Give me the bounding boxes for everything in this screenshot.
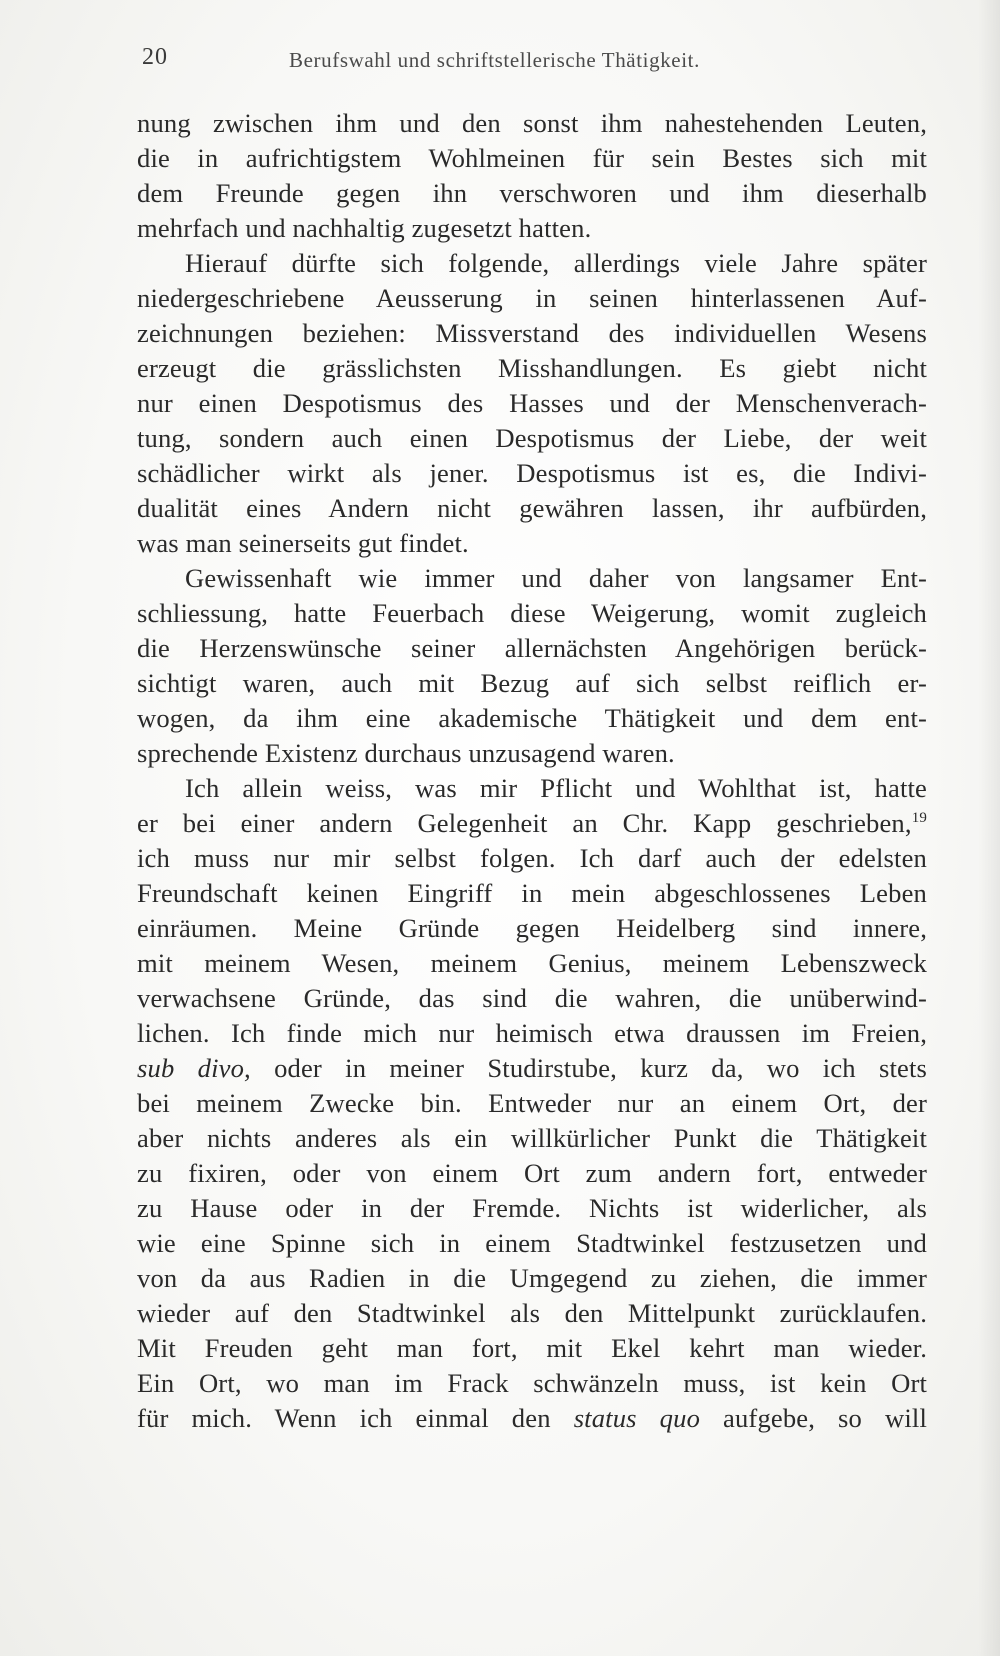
text-line: Mit Freuden geht man fort, mit Ekel kehrt man wieder.: [137, 1333, 927, 1363]
text-line: wogen, da ihm eine akademische Thätigkeit und dem ent-: [137, 703, 927, 733]
text-line: aber nichts anderes als ein willkürlicher Punkt die Thätigkeit: [137, 1123, 927, 1153]
text-line: sprechende Existenz durchaus unzusagend waren.: [137, 738, 675, 768]
text-line-with-italic: [137, 1401, 927, 1436]
text-line: Ich allein weiss, was mir Pflicht und Wohlthat ist, hatte: [185, 773, 927, 803]
running-title: Berufswahl und schriftstellerische Thätigkeit.: [289, 48, 700, 72]
paragraph-3: [137, 561, 927, 771]
text-line: von da aus Radien in die Umgegend zu ziehen, die immer: [137, 1263, 927, 1293]
text-line: schliessung, hatte Feuerbach diese Weigerung, womit zugleich: [137, 598, 927, 628]
footnote-marker: 19: [911, 810, 927, 827]
text-line: wieder auf den Stadtwinkel als den Mittelpunkt zurücklaufen.: [137, 1298, 927, 1328]
text-segment: für mich. Wenn ich einmal den: [137, 1403, 574, 1433]
text-line-with-italic: [137, 1051, 927, 1086]
page-header: [142, 44, 797, 84]
text-line: die in aufrichtigstem Wohlmeinen für sein Bestes sich mit: [137, 143, 927, 173]
text-line: die Herzenswünsche seiner allernächsten Angehörigen berück-: [137, 633, 927, 663]
text-line: ich muss nur mir selbst folgen. Ich darf auch der edelsten: [137, 843, 927, 873]
text-line: Ein Ort, wo man im Frack schwänzeln muss, ist kein Ort: [137, 1368, 927, 1398]
text-line: Hierauf dürfte sich folgende, allerdings viele Jahre später: [185, 248, 927, 278]
text-segment: er bei einer andern Gelegenheit an Chr. Kapp geschrieben,: [137, 808, 912, 838]
italic-phrase: sub divo,: [137, 1053, 251, 1083]
text-line: mit meinem Wesen, meinem Genius, meinem Lebenszweck: [137, 948, 927, 978]
text-line: tung, sondern auch einen Despotismus der Liebe, der weit: [137, 423, 927, 453]
text-line: schädlicher wirkt als jener. Despotismus ist es, die Indivi-: [137, 458, 927, 488]
text-line: was man seinerseits gut findet.: [137, 528, 469, 558]
text-line: dualität eines Andern nicht gewähren lassen, ihr aufbürden,: [137, 493, 927, 523]
text-line: einräumen. Meine Gründe gegen Heidelberg sind innere,: [137, 913, 927, 943]
body-text: [137, 106, 927, 1436]
text-line: bei meinem Zwecke bin. Entweder nur an einem Ort, der: [137, 1088, 927, 1118]
text-line: dem Freunde gegen ihn verschworen und ihm dieserhalb: [137, 178, 927, 208]
text-line: nur einen Despotismus des Hasses und der Menschenverach-: [137, 388, 927, 418]
paragraph-2: [137, 246, 927, 561]
page-edge-shadow: [978, 0, 1000, 1656]
text-line: mehrfach und nachhaltig zugesetzt hatten.: [137, 213, 592, 243]
text-segment: aufgebe, so will: [700, 1403, 927, 1433]
text-line: sichtigt waren, auch mit Bezug auf sich selbst reiflich er-: [137, 668, 927, 698]
italic-phrase: status quo: [573, 1403, 701, 1433]
paragraph-4: [137, 771, 927, 1436]
text-line: Freundschaft keinen Eingriff in mein abgeschlossenes Leben: [137, 878, 927, 908]
text-line: lichen. Ich finde mich nur heimisch etwa draussen im Freien,: [137, 1018, 927, 1048]
page-number: 20: [142, 44, 168, 70]
paragraph-1: [137, 106, 927, 246]
text-line: Gewissenhaft wie immer und daher von langsamer Ent-: [185, 563, 927, 593]
text-line: zu fixiren, oder von einem Ort zum andern fort, entweder: [137, 1158, 927, 1188]
text-line: verwachsene Gründe, das sind die wahren, die unüberwind-: [137, 983, 927, 1013]
text-line: nung zwischen ihm und den sonst ihm nahestehenden Leuten,: [137, 108, 927, 138]
text-segment: oder in meiner Studirstube, kurz da, wo ich stets: [250, 1053, 927, 1083]
text-line: zu Hause oder in der Fremde. Nichts ist widerlicher, als: [137, 1193, 927, 1223]
text-line: zeichnungen beziehen: Missverstand des individuellen Wesens: [137, 318, 927, 348]
text-line: niedergeschriebene Aeusserung in seinen hinterlassenen Auf-: [137, 283, 927, 313]
text-line: erzeugt die grässlichsten Misshandlungen. Es giebt nicht: [137, 353, 927, 383]
text-line-with-footnote: [137, 806, 927, 841]
text-line: wie eine Spinne sich in einem Stadtwinkel festzusetzen und: [137, 1228, 927, 1258]
